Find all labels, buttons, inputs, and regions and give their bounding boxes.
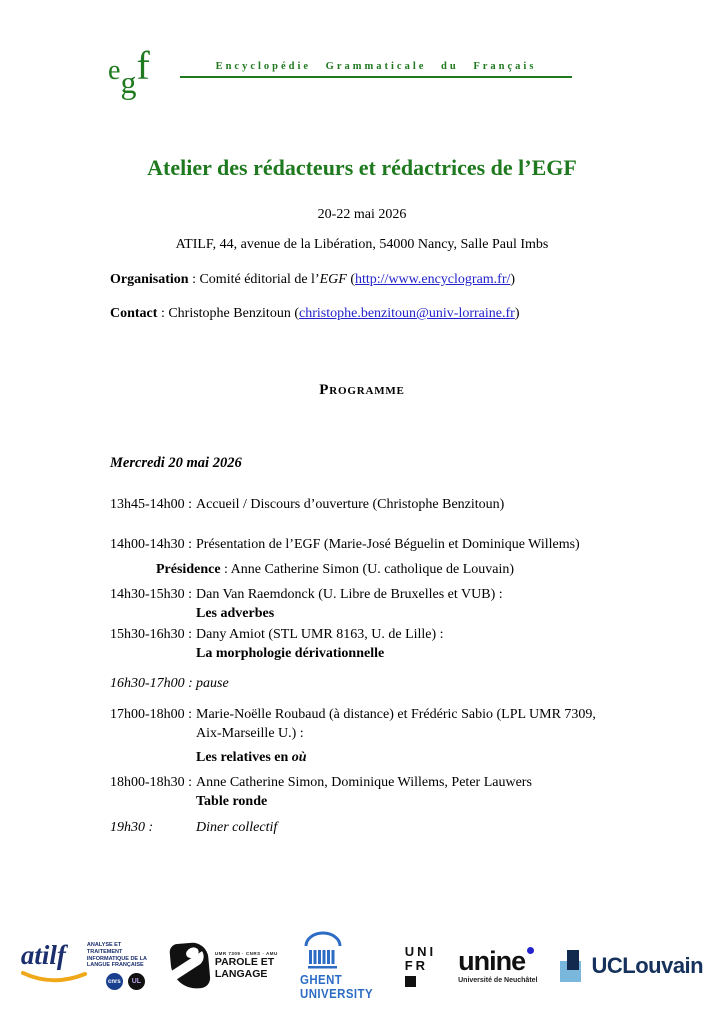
session-title: La morphologie dérivationnelle [196, 646, 385, 661]
schedule-row-pause [110, 674, 618, 693]
egf-logo [108, 43, 172, 100]
session-title [196, 748, 618, 767]
event-dates: 20-22 mai 2026 [317, 207, 407, 222]
egf-logo-f: f [136, 43, 150, 88]
ghent-university-logo [300, 931, 383, 1002]
time-slot: 13h45-14h00 : [110, 497, 193, 512]
uclouvain-square-icon [560, 950, 586, 982]
unine-subtitle: Université de Neuchâtel [458, 977, 538, 984]
presidence-line [156, 560, 618, 579]
contact-line [110, 306, 616, 322]
schedule [110, 495, 618, 837]
lpl-name-line1: PAROLE ET [214, 956, 275, 969]
egf-logo-e: e [108, 55, 121, 86]
paren-close: ) [510, 272, 516, 287]
session-title-text: Les relatives en [196, 750, 292, 765]
speaker-line: Marie-Noëlle Roubaud (à distance) et Frédéric Sabio (LPL UMR 7309, Aix-Marseille U.) : [196, 707, 596, 741]
atilf-wordmark [21, 942, 83, 990]
tagline-text: Encyclopédie Grammaticale du Français [215, 61, 537, 72]
ghent-temple-icon [300, 931, 346, 973]
speaker-line: Anne Catherine Simon, Dominique Willems, Peter Lauwers [196, 775, 532, 790]
presidence-text: : Anne Catherine Simon (U. catholique de Louvain) [220, 562, 515, 577]
tagline-rule [180, 76, 572, 78]
ghent-name-line2: UNIVERSITY [299, 986, 373, 1001]
atilf-logo [21, 942, 149, 991]
cnrs-badge-icon: cnrs [106, 973, 123, 990]
time-slot: 15h30-16h30 : [110, 627, 193, 642]
paren-open: ( [290, 306, 299, 321]
session-text [196, 705, 618, 767]
lpl-name [215, 957, 278, 980]
presidence-label: Présidence [156, 562, 221, 577]
lpl-text-block [215, 951, 278, 980]
organisation-label: Organisation [110, 272, 189, 287]
programme-heading: Programme [319, 382, 405, 398]
atilf-description-block [87, 942, 149, 991]
schedule-row-dinner [110, 818, 618, 837]
unine-logo [458, 948, 537, 984]
uclouvain-name: UCLouvain [591, 953, 704, 978]
session-text [196, 625, 618, 663]
parole-et-langage-logo [171, 943, 278, 989]
schedule-row [110, 585, 618, 623]
header [108, 43, 572, 100]
egf-italic: EGF [319, 272, 347, 287]
ul-badge-icon: UL [128, 973, 145, 990]
partner-logos [0, 918, 724, 1014]
time-slot: 14h30-15h30 : [110, 587, 193, 602]
unine-wordmark [458, 948, 525, 975]
uclouvain-logo [560, 950, 704, 982]
session-title-italic: où [291, 750, 307, 765]
unine-dot-icon [527, 947, 534, 954]
organisation-link[interactable]: http://www.encyclogram.fr/ [355, 272, 511, 287]
unifr-square-icon [405, 976, 416, 987]
unifr-line2: FR [404, 958, 429, 973]
paren-open: ( [346, 272, 355, 287]
session-text: Présentation de l’EGF (Marie-José Béguelin et Dominique Willems) [196, 537, 580, 552]
session-text [196, 773, 618, 811]
organisation-text: Comité éditorial de l’ [199, 272, 320, 287]
schedule-row [110, 705, 618, 767]
tagline-block [180, 46, 572, 78]
session-text [196, 585, 618, 623]
contact-colon: : [157, 306, 169, 321]
ghent-name [300, 973, 373, 1002]
day-heading: Mercredi 20 mai 2026 [110, 455, 242, 471]
session-text: pause [196, 676, 229, 691]
uclouvain-dark-square [567, 950, 579, 970]
session-title: Table ronde [196, 794, 268, 809]
unine-name-text: unine [458, 946, 526, 976]
contact-label: Contact [110, 306, 158, 321]
parole-et-langage-icon [169, 941, 211, 990]
event-venue: ATILF, 44, avenue de la Libération, 54000 Nancy, Salle Paul Imbs [175, 237, 549, 252]
contact-email-link[interactable]: christophe.benzitoun@univ-lorraine.fr [299, 306, 515, 321]
time-slot: 14h00-14h30 : [110, 537, 193, 552]
time-slot: 17h00-18h00 : [110, 707, 193, 722]
organisation-line [110, 272, 616, 288]
egf-logo-g: g [120, 64, 137, 100]
time-slot: 16h30-17h00 : [110, 676, 193, 691]
ghent-name-line1: GHENT [299, 971, 342, 987]
unifr-logo [405, 945, 436, 986]
schedule-row [110, 495, 618, 514]
lpl-name-line2: LANGAGE [214, 968, 268, 980]
schedule-row [110, 773, 618, 811]
speaker-line: Dany Amiot (STL UMR 8163, U. de Lille) : [196, 627, 444, 642]
atilf-swoosh-icon [21, 969, 87, 985]
paren-close: ) [514, 306, 520, 321]
atilf-script-text: atilf [20, 940, 66, 970]
time-slot: 19h30 : [110, 820, 154, 835]
schedule-row [110, 625, 618, 663]
session-text: Diner collectif [196, 820, 278, 835]
organisation-colon: : [188, 272, 200, 287]
session-text: Accueil / Discours d’ouverture (Christophe Benzitoun) [196, 497, 505, 512]
time-slot: 18h00-18h30 : [110, 775, 193, 790]
page-title: Atelier des rédacteurs et rédactrices de l’EGF [147, 155, 577, 180]
atilf-badges [87, 973, 149, 990]
unifr-line1: UNI [404, 944, 437, 960]
atilf-description: ANALYSE ET TRAITEMENT INFORMATIQUE DE LA LANGUE FRANÇAISE [86, 941, 147, 969]
session-title: Les adverbes [196, 606, 275, 621]
lpl-top-text: UMR 7309 · CNRS · AMU [214, 951, 278, 957]
speaker-line: Dan Van Raemdonck (U. Libre de Bruxelles et VUB) : [196, 587, 503, 602]
schedule-row [110, 535, 618, 554]
contact-text: Christophe Benzitoun [168, 306, 291, 321]
